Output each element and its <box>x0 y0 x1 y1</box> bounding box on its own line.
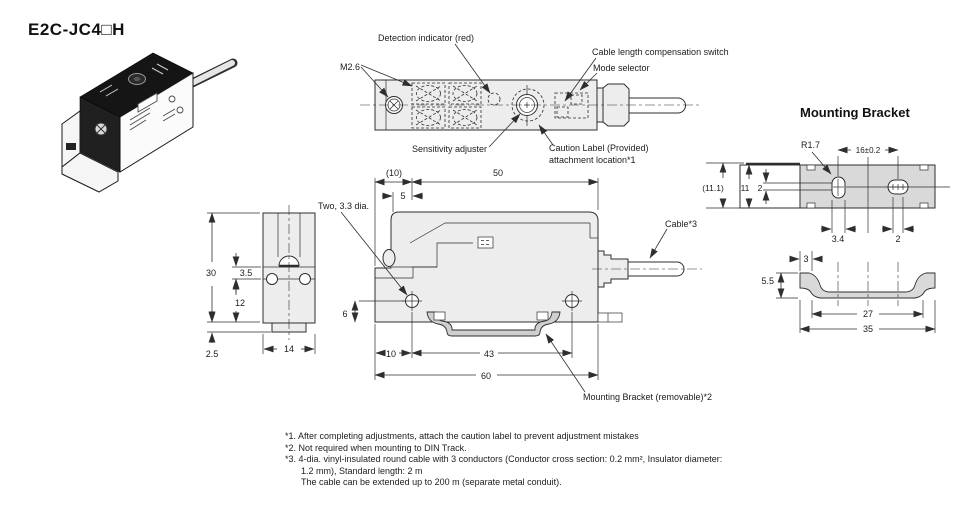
cable-comp-label: Cable length compensation switch <box>592 47 729 57</box>
end-view <box>206 205 315 359</box>
terminal-symbol <box>478 237 493 248</box>
dim-11: 11 <box>740 183 750 193</box>
adjuster-knob-slot <box>134 77 141 81</box>
dim-11.1: (11.1) <box>702 183 724 193</box>
bracket-profile-centerlines <box>838 262 898 306</box>
bracket-hook-slot <box>434 312 445 320</box>
hole <box>267 274 278 285</box>
footnote-1: *1. After completing adjustments, attach the caution label to prevent adjustment mistakes <box>285 431 639 441</box>
dim-5: 5 <box>400 191 406 201</box>
dim-12: 12 <box>234 298 246 308</box>
footnote-3: *3. 4-dia. vinyl-insulated round cable with 3 conductors (Conductor cross section: 0.2 mm², Insulator diameter: <box>285 454 723 464</box>
footnote-3c: The cable can be extended up to 200 m (separate metal conduit). <box>301 477 562 487</box>
dim-10: 10 <box>385 349 397 359</box>
dim-6: 6 <box>342 309 348 319</box>
dim-30: 30 <box>205 268 217 278</box>
bracket-removable-leader <box>546 334 585 392</box>
footnote-3b: 1.2 mm), Standard length: 2 m <box>301 465 423 476</box>
cable-top-view <box>629 98 686 113</box>
dim-3.5: 3.5 <box>239 268 253 278</box>
sensitivity-label: Sensitivity adjuster <box>412 144 488 154</box>
dim-2-slot: 2 <box>757 183 763 193</box>
two-holes-label: Two, 3.3 dia. <box>318 201 370 211</box>
base-slot <box>66 143 76 150</box>
bracket-side-view <box>761 251 935 334</box>
bracket-top-view <box>702 140 950 244</box>
bracket-hook-slot <box>537 312 548 320</box>
bracket-slot-left <box>832 177 845 198</box>
dim-r1.7: R1.7 <box>801 140 821 150</box>
page-title: E2C-JC4□H <box>28 20 125 39</box>
dim-16: 16±0.2 <box>855 146 881 155</box>
bracket-removable-label: Mounting Bracket (removable)*2 <box>583 392 713 402</box>
footnote-2: *2. Not required when mounting to DIN Track. <box>285 442 467 453</box>
boss-ear <box>383 250 395 267</box>
footnotes <box>285 431 845 489</box>
dim-27: 27 <box>862 309 874 319</box>
dim-3: 3 <box>803 254 809 264</box>
dim-35: 35 <box>862 324 874 334</box>
caution-label-2: attachment location*1 <box>549 155 636 165</box>
mounting-bracket-heading: Mounting Bracket <box>800 105 910 120</box>
dim-2: 2 <box>895 234 901 244</box>
detection-label: Detection indicator (red) <box>378 33 475 43</box>
hole <box>300 274 311 285</box>
bracket-plan <box>800 165 935 208</box>
bracket-profile <box>800 273 935 298</box>
mode-label: Mode selector <box>593 63 650 73</box>
dim-43: 43 <box>483 349 495 359</box>
top-view <box>340 33 729 165</box>
dim-5.5: 5.5 <box>761 276 774 286</box>
cable-leader <box>650 229 667 258</box>
dim-2.5: 2.5 <box>205 349 219 359</box>
dim-50: 50 <box>492 168 504 178</box>
m26-label: M2.6 <box>340 62 361 72</box>
caution-label-1: Caution Label (Provided) <box>549 143 649 153</box>
dim-60: 60 <box>480 371 492 381</box>
din-latch <box>598 313 622 322</box>
dim-3.4: 3.4 <box>831 234 845 244</box>
dim-paren10: (10) <box>385 168 403 178</box>
product-illustration <box>62 53 233 192</box>
side-view <box>318 168 712 402</box>
cable-label: Cable*3 <box>665 219 698 229</box>
dim-14: 14 <box>283 344 295 354</box>
